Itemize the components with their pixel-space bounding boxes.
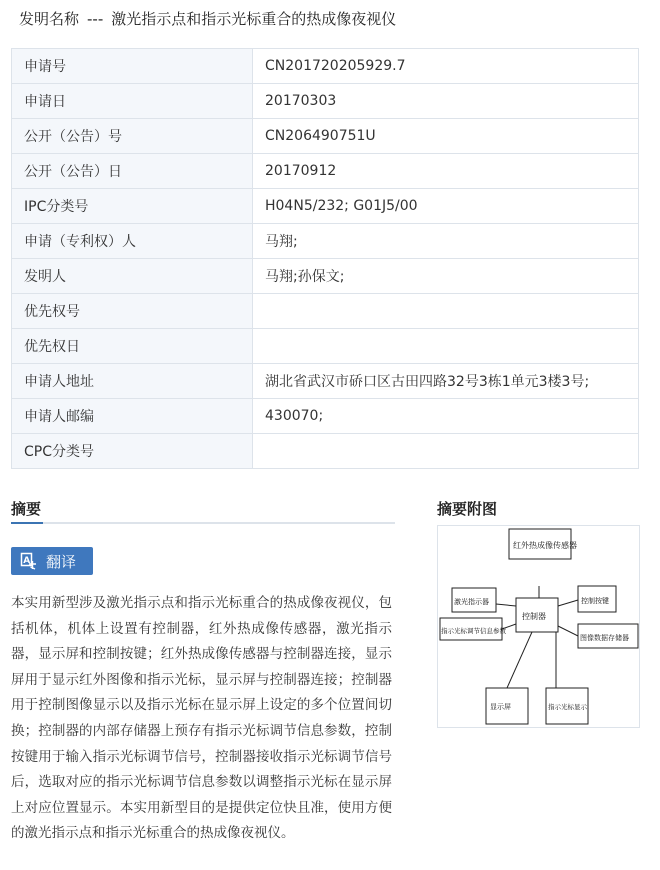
- block-bottom-right-label: 指示光标显示: [548, 703, 587, 711]
- info-key: CPC分类号: [12, 434, 253, 469]
- info-value: 430070;: [253, 399, 639, 434]
- info-row: [12, 119, 639, 154]
- translate-icon: [20, 552, 38, 570]
- info-row: [12, 49, 639, 84]
- info-value: 马翔;孙保文;: [253, 259, 639, 294]
- info-key: 申请日: [12, 84, 253, 119]
- block-left-upper-label: 激光指示器: [454, 598, 489, 606]
- info-value: H04N5/232; G01J5/00: [253, 189, 639, 224]
- block-right-upper-label: 控制按键: [581, 597, 609, 605]
- info-key: 优先权号: [12, 294, 253, 329]
- info-row: [12, 434, 639, 469]
- abstract-divider: [11, 522, 395, 524]
- abstract-figure[interactable]: [437, 525, 640, 728]
- info-row: [12, 224, 639, 259]
- patent-info-table: [11, 48, 639, 469]
- info-row: [12, 189, 639, 224]
- info-key: 公开（公告）日: [12, 154, 253, 189]
- abstract-text: 本实用新型涉及激光指示点和指示光标重合的热成像夜视仪，包括机体，机体上设置有控制器，红外热成像传感器，激光指示器，显示屏和控制按键；红外热成像传感器与控制器连接，显示屏用于显示红外图像和指示光标，显示屏与控制器连接；控制器用于控制图像显示以及指示光标在显示屏上设定的多个位置间切换；控制器的内部存储器上预存有指示光标调节信息参数，控制按键用于输入指示光标调节信号，控制器接收指示光标调节信号后，选取对应的指示光标调节信息参数以调整指示光标在显示屏上对应位置显示。本实用新型目的是提供定位快且准，使用方便的激光指示点和指示光标重合的热成像夜视仪。: [11, 595, 392, 842]
- info-value: 马翔;: [253, 224, 639, 259]
- title-label: 发明名称: [19, 10, 80, 28]
- abstract-heading: 摘要: [11, 500, 42, 518]
- block-diagram: [438, 526, 639, 727]
- info-row: [12, 329, 639, 364]
- info-row: [12, 84, 639, 119]
- abstract-divider-accent: [11, 522, 43, 524]
- info-key: 申请号: [12, 49, 253, 84]
- invention-title: [19, 8, 396, 29]
- info-row: [12, 364, 639, 399]
- info-row: [12, 154, 639, 189]
- info-row: [12, 294, 639, 329]
- block-left-lower-label: 指示光标调节信息参数: [441, 627, 506, 635]
- block-top-label: 红外热成像传感器: [513, 541, 577, 550]
- info-key: 申请人邮编: [12, 399, 253, 434]
- info-value: CN201720205929.7: [253, 49, 639, 84]
- info-value: 20170912: [253, 154, 639, 189]
- block-center-label: 控制器: [522, 612, 546, 621]
- info-value: [253, 329, 639, 364]
- info-value: [253, 294, 639, 329]
- info-row: [12, 259, 639, 294]
- info-key: IPC分类号: [12, 189, 253, 224]
- info-key: 发明人: [12, 259, 253, 294]
- info-key: 优先权日: [12, 329, 253, 364]
- svg-text:A: A: [23, 556, 31, 567]
- info-value: 20170303: [253, 84, 639, 119]
- info-key: 申请人地址: [12, 364, 253, 399]
- info-value: CN206490751U: [253, 119, 639, 154]
- block-bottom-left-label: 显示屏: [490, 703, 511, 711]
- title-value: 激光指示点和指示光标重合的热成像夜视仪: [111, 10, 397, 28]
- title-separator: ---: [87, 10, 104, 28]
- block-right-lower-label: 图像数据存储器: [580, 634, 629, 642]
- info-key: 申请（专利权）人: [12, 224, 253, 259]
- translate-label: 翻译: [46, 552, 77, 571]
- info-key: 公开（公告）号: [12, 119, 253, 154]
- translate-button[interactable]: [11, 547, 93, 575]
- info-value: [253, 434, 639, 469]
- figure-heading: 摘要附图: [437, 500, 498, 518]
- info-value: 湖北省武汉市硚口区古田四路32号3栋1单元3楼3号;: [253, 364, 639, 399]
- info-row: [12, 399, 639, 434]
